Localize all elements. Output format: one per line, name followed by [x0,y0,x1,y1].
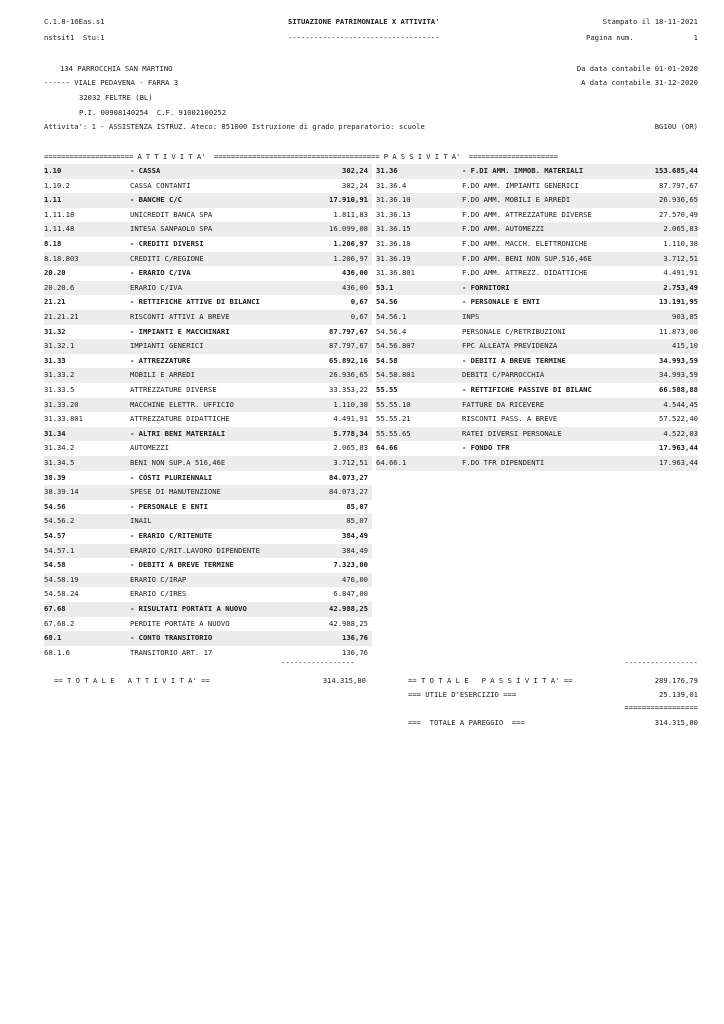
account-amount: 2.065,83 [333,443,368,453]
section-header: ===================== A T T I V I T A' ======================================= P A S S I V I T A' ===================== [44,152,558,161]
attivita-row [44,573,372,588]
passivita-row [376,456,698,471]
attivita-row [44,222,372,237]
account-amount: 7.323,00 [333,560,368,570]
account-amount: 66.588,88 [659,385,698,394]
account-amount: 1.206,97 [333,253,368,263]
account-description: - ATTREZZATURE [130,355,191,365]
account-code: 64.66.1 [376,458,407,467]
activity-line: Attivita': 1 - ASSISTENZA ISTRUZ. Ateco: 851000 Istruzione di grado preparatorio: scuole [44,122,425,131]
passivita-total-value: 289.176,79 [654,676,698,685]
date-from: Da data contabile 01-01-2020 [576,64,698,73]
account-description: ERARIO C/IRAP [130,574,187,584]
attivita-row [44,500,372,515]
passivita-row [376,427,698,442]
attivita-total-value: 314.315,80 [322,676,366,685]
account-description: - CREDITI DIVERSI [130,239,204,248]
account-amount: 4.491,91 [333,414,368,424]
account-code: 8.18 [44,239,62,248]
account-amount: 33.353,22 [329,385,368,394]
account-description: RISCONTI ATTIVI A BREVE [130,312,230,321]
account-description: - ERARIO C/IVA [130,268,191,278]
account-code: 20.20.6 [44,282,75,292]
account-amount: 42.988,25 [329,618,368,628]
entity-name: 134 PARROCCHIA SAN MARTINO [60,64,173,73]
attivita-row [44,339,372,354]
account-code: 64.66 [376,443,398,453]
passivita-row [376,383,698,398]
attivita-row [44,237,372,252]
account-code: 1.11 [44,195,62,205]
account-amount: 1.811,83 [333,209,368,219]
account-description: - COSTI PLURIENNALI [130,472,213,482]
account-description: MACCHINE ELETTR. UFFICIO [130,399,234,409]
account-amount: 87.797,67 [329,326,368,336]
account-amount: 436,00 [342,268,368,278]
attivita-row [44,617,372,632]
account-code: 31.33.5 [44,385,75,394]
passivita-row [376,339,698,354]
account-code: 68.1 [44,633,62,643]
attivita-row [44,310,372,325]
account-amount: 65.892,16 [329,355,368,365]
account-code: 54.58.24 [44,589,79,599]
attivita-row [44,164,372,179]
account-description: F.DO AMM. IMPIANTI GENERICI [462,180,579,190]
attivita-row [44,587,372,602]
account-description: - DEBITI A BREVE TERMINE [130,560,234,570]
account-code: 38.39 [44,472,66,482]
account-amount: 13.191,95 [659,297,698,307]
account-description: - BANCHE C/C [130,195,182,205]
account-amount: 26.936,65 [659,195,698,205]
attivita-total-label: == T O T A L E A T T I V I T A' == [54,676,210,685]
account-code: 1.10 [44,166,62,175]
account-amount: 3.712,51 [663,253,698,263]
passivita-row [376,222,698,237]
account-description: - CONTO TRANSITORIO [130,633,213,643]
account-description: INAIL [130,516,152,526]
account-amount: 87.797,67 [329,341,368,351]
page-number: 1 [693,33,698,42]
account-code: 31.36.19 [376,253,411,263]
account-description: - RISULTATI PORTATI A NUOVO [130,604,247,613]
account-amount: 136,76 [342,647,368,657]
pareggio-value: 314.315,80 [654,718,698,727]
attivita-row [44,558,372,573]
account-description: ERARIO C/RIT.LAVORO DIPENDENTE [130,545,260,555]
activity-code: BG10U (OR) [654,122,698,131]
account-code: 1.11.18 [44,209,75,219]
page-label: Pagina num. [586,33,634,42]
attivita-row [44,281,372,296]
account-code: 54.58 [376,355,398,365]
attivita-row [44,383,372,398]
account-amount: 1.110,38 [663,239,698,248]
account-amount: 27.570,49 [659,209,698,219]
attivita-row [44,441,372,456]
account-code: 55.55 [376,385,398,394]
utile-value: 25.139,01 [659,690,698,699]
account-description: - IMPIANTI E MACCHINARI [130,326,230,336]
account-description: F.DO AMM. BENI NON SUP.516,46E [462,253,592,263]
account-description: - F.DI AMM. IMMOB. MATERIALI [462,166,584,175]
account-description: PERSONALE C/RETRIBUZIONI [462,326,566,336]
account-description: - CASSA [130,166,161,175]
account-code: 31.36.13 [376,209,411,219]
account-description: ERARIO C/IRES [130,589,187,599]
account-description: AUTOMEZZI [130,443,169,453]
pareggio-separator: ================= [624,703,698,712]
account-amount: 42.988,25 [329,604,368,613]
account-amount: 903,85 [672,312,698,321]
user-station: nstsit1 Stu:1 [44,33,105,42]
passivita-row [376,368,698,383]
account-amount: 85,07 [346,516,368,526]
account-code: 8.18.803 [44,253,79,263]
attivita-row [44,252,372,267]
entity-city: 32032 FELTRE (BL) [79,93,153,102]
passivita-row [376,295,698,310]
passivita-row [376,281,698,296]
printed-date: Stampato il 18-11-2021 [602,17,698,26]
entity-address: ------ VIALE PEDAVENA - FARRA 3 [44,78,179,87]
account-amount: 4.522,03 [663,428,698,438]
account-code: 53.1 [376,282,394,292]
account-code: 54.56.1 [376,312,407,321]
report-title: SITUAZIONE PATRIMONIALE X ATTIVITA' [288,17,440,26]
passivita-row [376,354,698,369]
account-description: PERDITE PORTATE A NUOVO [130,618,230,628]
account-description: ERARIO C/IVA [130,282,182,292]
attivita-row [44,471,372,486]
account-code: 67.68 [44,604,66,613]
account-description: CREDITI C/REGIONE [130,253,204,263]
account-description: - PERSONALE E ENTI [462,297,540,307]
account-description: - DEBITI A BREVE TERMINE [462,355,566,365]
attivita-row [44,179,372,194]
account-code: 31.36.15 [376,224,411,234]
attivita-row [44,208,372,223]
account-code: 31.34.2 [44,443,75,453]
account-code: 67.68.2 [44,618,75,628]
attivita-row [44,631,372,646]
account-code: 54.56.2 [44,516,75,526]
account-amount: 34.993,59 [659,370,698,380]
account-description: MOBILI E ARREDI [130,370,195,380]
attivita-row [44,544,372,559]
account-amount: 17.963,44 [659,443,698,453]
passivita-row [376,310,698,325]
passivita-row [376,179,698,194]
account-amount: 84.073,27 [329,472,368,482]
account-code: 68.1.6 [44,647,70,657]
account-description: - FONDO TFR [462,443,510,453]
account-description: INTESA SANPAOLO SPA [130,224,213,234]
attivita-row [44,325,372,340]
account-description: RISCONTI PASS. A BREVE [462,414,558,424]
account-description: - ALTRI BENI MATERIALI [130,428,226,438]
passivita-row [376,398,698,413]
account-description: F.DO AMM. AUTOMEZZI [462,224,545,234]
account-description: - FORNITORI [462,282,510,292]
account-description: UNICREDIT BANCA SPA [130,209,213,219]
account-code: 31.36.18 [376,239,411,248]
attivita-row [44,295,372,310]
account-amount: 0,67 [350,312,368,321]
account-amount: 415,10 [672,341,698,351]
account-amount: 302,24 [342,166,368,175]
program-code: C.1.8-16Eas.s1 [44,17,105,26]
account-amount: 2.753,49 [663,282,698,292]
account-description: F.DO AMM. MOBILI E ARREDI [462,195,571,205]
account-amount: 17.963,44 [659,458,698,467]
account-code: 54.57 [44,531,66,540]
account-amount: 3.712,51 [333,458,368,467]
pareggio-label: === TOTALE A PAREGGIO === [408,718,525,727]
attivita-row [44,193,372,208]
account-description: DEBITI C/PARROCCHIA [462,370,545,380]
account-code: 31.36.10 [376,195,411,205]
account-amount: 153.685,44 [654,166,698,175]
account-code: 54.58.801 [376,370,415,380]
attivita-row [44,485,372,500]
account-description: CASSA CONTANTI [130,180,191,190]
account-amount: 5.778,34 [333,428,368,438]
account-description: - PERSONALE E ENTI [130,501,208,511]
account-code: 31.32.1 [44,341,75,351]
attivita-row [44,427,372,442]
account-amount: 57.522,40 [659,414,698,424]
account-amount: 4.544,45 [663,399,698,409]
account-amount: 0,67 [350,297,368,307]
account-description: ATTREZZATURE DIVERSE [130,385,217,394]
account-code: 31.36.801 [376,268,415,278]
attivita-row [44,398,372,413]
account-description: - RETTIFICHE ATTIVE DI BILANCI [130,297,260,307]
account-amount: 87.797,67 [659,180,698,190]
account-code: 55.55.10 [376,399,411,409]
account-description: SPESE DI MANUTENZIONE [130,487,221,497]
utile-label: === UTILE D'ESERCIZIO === [408,690,517,699]
passivita-row [376,237,698,252]
account-code: 21.21.21 [44,312,79,321]
account-amount: 476,00 [342,574,368,584]
account-amount: 1.206,97 [333,239,368,248]
account-amount: 34.993,59 [659,355,698,365]
account-description: F.DO AMM. ATTREZZ. DIDATTICHE [462,268,588,278]
account-description: FPC ALLEATA PREVIDENZA [462,341,558,351]
account-amount: 4.491,91 [663,268,698,278]
attivita-row [44,354,372,369]
title-underline: ----------------------------------- [288,33,440,42]
account-description: RATEI DIVERSI PERSONALE [462,428,562,438]
account-code: 38.39.14 [44,487,79,497]
attivita-total-separator: ----------------- [281,658,355,667]
account-code: 54.58.19 [44,574,79,584]
account-code: 31.33.2 [44,370,75,380]
account-code: 54.58 [44,560,66,570]
account-amount: 84.073,27 [329,487,368,497]
account-description: ATTREZZATURE DIDATTICHE [130,414,230,424]
account-amount: 26.936,65 [329,370,368,380]
attivita-row [44,514,372,529]
account-code: 1.11.48 [44,224,75,234]
account-code: 54.56.807 [376,341,415,351]
account-amount: 302,24 [342,180,368,190]
account-code: 55.55.21 [376,414,411,424]
account-amount: 16.099,08 [329,224,368,234]
account-code: 31.32 [44,326,66,336]
account-amount: 6.847,00 [333,589,368,599]
account-code: 31.33 [44,355,66,365]
passivita-row [376,164,698,179]
passivita-row [376,412,698,427]
account-description: F.DO AMM. MACCH. ELETTRONICHE [462,239,588,248]
account-code: 20.20 [44,268,66,278]
account-code: 1.10.2 [44,180,70,190]
account-code: 31.34 [44,428,66,438]
account-code: 54.56.4 [376,326,407,336]
account-description: - ERARIO C/RITENUTE [130,531,213,540]
account-amount: 1.110,38 [333,399,368,409]
passivita-row [376,193,698,208]
account-amount: 136,76 [342,633,368,643]
account-description: INPS [462,312,480,321]
account-amount: 436,00 [342,282,368,292]
account-code: 54.56 [44,501,66,511]
account-description: F.DO AMM. ATTREZZATURE DIVERSE [462,209,592,219]
account-code: 54.56 [376,297,398,307]
account-description: IMPIANTI GENERICI [130,341,204,351]
account-amount: 85,07 [346,501,368,511]
passivita-row [376,252,698,267]
account-amount: 17.910,91 [329,195,368,205]
account-amount: 384,49 [342,545,368,555]
account-code: 31.36 [376,166,398,175]
account-code: 31.33.801 [44,414,83,424]
account-description: - RETTIFICHE PASSIVE DI BILANC [462,385,592,394]
account-description: BENI NON SUP.A 516,46E [130,458,226,467]
passivita-total-label: == T O T A L E P A S S I V I T A' == [408,676,573,685]
account-code: 21.21 [44,297,66,307]
attivita-row [44,266,372,281]
attivita-row [44,368,372,383]
account-code: 31.36.4 [376,180,407,190]
attivita-row [44,529,372,544]
date-to: A data contabile 31-12-2020 [581,78,698,87]
attivita-row [44,456,372,471]
account-amount: 11.873,00 [659,326,698,336]
account-code: 55.55.65 [376,428,411,438]
account-code: 54.57.1 [44,545,75,555]
passivita-total-separator: ----------------- [624,658,698,667]
account-amount: 2.065,83 [663,224,698,234]
account-description: TRANSITORIO ART. 17 [130,647,213,657]
entity-tax-ids: P.I. 00908140254 C.F. 91002100252 [79,108,227,117]
account-code: 31.34.5 [44,458,75,467]
attivita-row [44,602,372,617]
passivita-row [376,441,698,456]
attivita-row [44,412,372,427]
passivita-row [376,266,698,281]
account-description: F.DO TFR DIPENDENTI [462,458,545,467]
passivita-row [376,208,698,223]
account-amount: 384,49 [342,531,368,540]
account-description: FATTURE DA RICEVERE [462,399,545,409]
account-code: 31.33.20 [44,399,79,409]
passivita-row [376,325,698,340]
